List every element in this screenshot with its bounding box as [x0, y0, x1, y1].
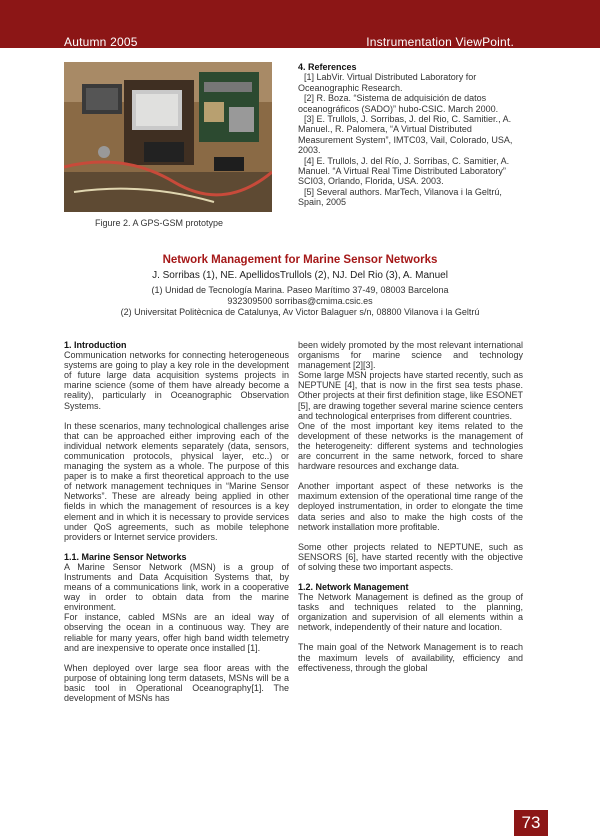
affiliation-2: (2) Universitat Politècnica de Catalunya, Av Victor Balaguer s/n, 08800 Vilanova i la Geltrú [120, 307, 480, 317]
paragraph: For instance, cabled MSNs are an ideal way of observing the ocean in a continuous way. They are reliable for many years, offer high band width telemetry and are inexpensive to operate once installed [1]. [64, 612, 289, 653]
paragraph: The main goal of the Network Management is to reach the maximum levels of availability, efficiency and effectiveness, through the global [298, 642, 523, 673]
reference-item: [4] E. Trullols, J. del Río, J. Sorribas, C. Samitier, A. Manuel. “A Virtual Real Time Distributed Laboratory” SCI03, Orlando, Florida, USA. 2003. [298, 155, 510, 187]
article-authors: J. Sorribas (1), NE. ApellidosTrullols (2), NJ. Del Rio (3), A. Manuel [152, 270, 448, 281]
right-column [298, 340, 523, 673]
page-number: 73 [521, 813, 541, 832]
section-heading-introduction: 1. Introduction [64, 340, 127, 350]
paragraph: When deployed over large sea floor areas with the purpose of obtaining long term datasets, MSNs will be a basic tool in Operational Oceanography[1]. The development of MSNs has [64, 662, 289, 703]
header-issue-date: Autumn 2005 [64, 35, 138, 49]
left-column [64, 340, 289, 703]
paragraph: been widely promoted by the most relevant international organisms for marine science and technology management [2][3]. [298, 340, 523, 371]
paragraph: One of the most important key items related to the development of these networks is the management of the heterogeneity: different systems and technologies are concurrent in the same network, forced to share hardware resources and exchange data. [298, 420, 523, 472]
reference-item: [3] E. Trullols, J. Sorribas, J. del Rio, C. Samitier., A. Manuel., R. Palomera, “A Virtual Distributed Measurement System”, IMTC03, Vail, Colorado, USA, 2003. [298, 114, 513, 156]
header-bar [0, 0, 600, 48]
figure-caption: Figure 2. A GPS-GSM prototype [95, 218, 224, 228]
figure-photo [64, 62, 272, 212]
affiliation-1-contact: 932309500 sorribas@cmima.csic.es [227, 296, 373, 306]
paragraph: In these scenarios, many technological challenges arise that can be approached either improving each of the individual network elements separately (data, sensors, communication protocols, physical layer, etc..) or managing the system as a whole. The purpose of this paper is to make a first theoretical approach to the use of network management techniques in “Marine Sensor Networks”. These are already being applied in other fields in which the management of resources is a key element and in which it is necessary to provide services under QoS agreements, such as mobile telephone providers or Internet service providers. [64, 420, 289, 542]
gps-gsm-prototype-illustration [64, 62, 272, 212]
reference-item: [5] Several authors. MarTech, Vilanova i la Geltrú, Spain, 2005 [298, 186, 502, 208]
paragraph: Some other projects related to NEPTUNE, such as SENSORS [6], have started recently with the objective of solving these two important aspects. [298, 541, 523, 572]
references-section [298, 62, 523, 208]
section-heading-marine-sensor-networks: 1.1. Marine Sensor Networks [64, 551, 187, 562]
references-heading: 4. References [298, 62, 357, 72]
affiliation-1-address: (1) Unidad de Tecnología Marina. Paseo Marítimo 37-49, 08003 Barcelona [151, 285, 449, 295]
paragraph: Communication networks for connecting heterogeneous systems are going to play a key role in the development of future large data acquisition systems projects in marine science (some of them have already become a reality), particularly in Oceanographic Observation Systems. [64, 350, 289, 411]
paragraph: Another important aspect of these networks is the maximum extension of the operational time range of the deployed instrumentation, in order to elongate the time data series and also to make the high costs of the network installation more profitable. [298, 481, 523, 532]
reference-item: [1] LabVir. Virtual Distributed Laboratory for Oceanographic Research. [298, 72, 477, 93]
paragraph: Some large MSN projects have started recently, such as NEPTUNE [4], that is now in the first sea tests phase. Other projects at their first definition stage, like ESONET [5], are drawing together several marine science centers and technological enterprises from different countries. [298, 370, 523, 421]
section-heading-network-management: 1.2. Network Management [298, 581, 409, 592]
paragraph: The Network Management is defined as the group of tasks and techniques related to the planning, organization and supervision of all elements within a network, independently of their nature and location. [298, 592, 523, 633]
paragraph: A Marine Sensor Network (MSN) is a group of Instruments and Data Acquisition Systems that, by means of a communications link, work in a cooperative way in order to obtain data from the marine environment. [64, 561, 289, 613]
reference-item: [2] R. Boza. “Sistema de adquisición de datos oceanográficos (SADO)” hubo-CSIC. March 2000. [298, 93, 499, 114]
header-publication-name: Instrumentation ViewPoint. [366, 35, 514, 49]
article-title: Network Management for Marine Sensor Networks [162, 254, 438, 266]
